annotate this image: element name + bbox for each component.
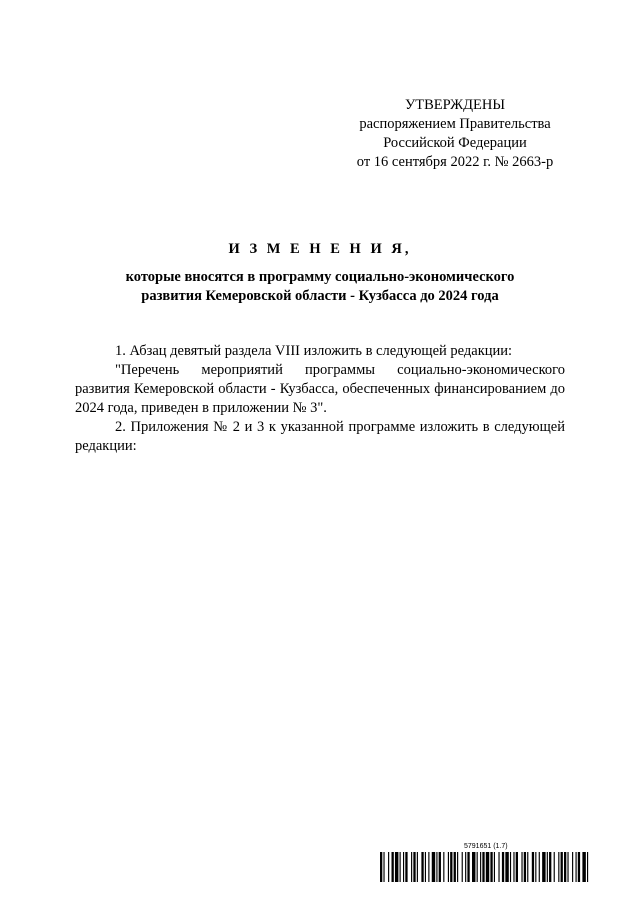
- document-body: [75, 342, 565, 456]
- approval-date-number: от 16 сентября 2022 г. № 2663-р: [356, 154, 554, 170]
- approval-stamp: [330, 96, 580, 172]
- paragraph-1: 1. Абзац девятый раздела VIII изложить в следующей редакции:: [115, 343, 513, 359]
- paragraph-2: "Перечень мероприятий программы социально-экономического развития Кемеровской области - Кузбасса, обеспеченных финансированием до 2024 года, приведен в приложении № 3".: [75, 362, 565, 416]
- barcode-label: 5791651 (1.7): [464, 843, 508, 850]
- approval-line: Российской Федерации: [383, 135, 527, 151]
- barcode-icon: [380, 852, 590, 882]
- document-subtitle-line: развития Кемеровской области - Кузбасса до 2024 года: [141, 288, 499, 304]
- barcode-block: [380, 843, 590, 883]
- document-heading: [70, 240, 570, 306]
- approval-heading: УТВЕРЖДЕНЫ: [404, 97, 506, 113]
- approval-line: распоряжением Правительства: [359, 116, 551, 132]
- document-title: И З М Е Н Е Н И Я,: [228, 241, 412, 257]
- document-subtitle-line: которые вносятся в программу социально-экономического: [125, 269, 515, 285]
- paragraph-3: 2. Приложения № 2 и 3 к указанной программе изложить в следующей редакции:: [75, 419, 565, 454]
